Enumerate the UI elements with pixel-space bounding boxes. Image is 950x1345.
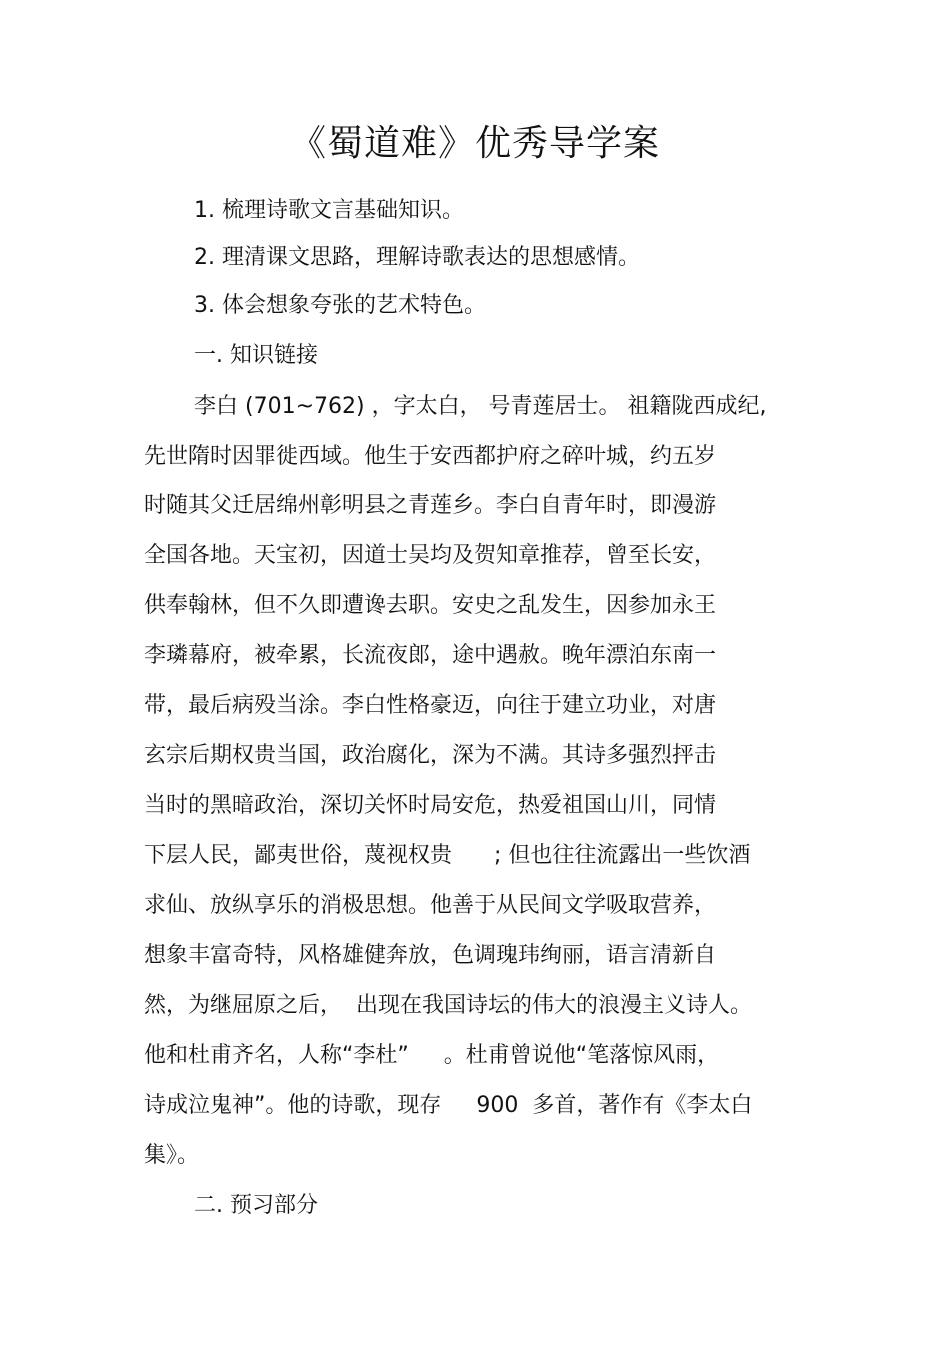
paragraph-line: 全国各地。天宝初，因道士吴均及贺知章推荐，曾至长安， — [144, 543, 717, 568]
section-heading-preview: 二. 预习部分 — [194, 1193, 318, 1218]
paragraph-line: 李璘幕府，被牵累，长流夜郎，途中遇赦。晚年漂泊东南一 — [144, 643, 717, 668]
paragraph-line: 时随其父迁居绵州彰明县之青莲乡。李白自青年时，即漫游 — [144, 493, 717, 518]
paragraph-line: 当时的黑暗政治，深切关怀时局安危，热爱祖国山川，同情 — [144, 793, 717, 818]
paragraph-line: 供奉翰林，但不久即遭谗去职。安史之乱发生，因参加永王 — [144, 593, 717, 618]
paragraph-line: 下层人民，鄙夷世俗，蔑视权贵 ; 但也往往流露出一些饮酒 — [144, 843, 751, 868]
paragraph-line: 李白 (701~762) ，字太白， 号青莲居士。 祖籍陇西成纪, — [194, 394, 767, 419]
paragraph-line: 求仙、放纵享乐的消极思想。他善于从民间文学吸取营养， — [144, 893, 717, 918]
paragraph-line: 带，最后病殁当涂。李白性格豪迈，向往于建立功业，对唐 — [144, 693, 717, 718]
page-title: 《蜀道难》优秀导学案 — [289, 123, 660, 164]
objective-3: 3. 体会想象夸张的艺术特色。 — [194, 293, 486, 318]
paragraph-line: 先世隋时因罪徙西域。他生于安西都护府之碎叶城，约五岁 — [144, 444, 717, 469]
paragraph-line: 集》。 — [144, 1143, 200, 1168]
section-heading-knowledge-link: 一. 知识链接 — [194, 343, 318, 368]
paragraph-line: 他和杜甫齐名，人称“李杜” 。杜甫曾说他“笔落惊风雨， — [144, 1043, 720, 1068]
objective-2: 2. 理清课文思路，理解诗歌表达的思想感情。 — [194, 245, 640, 270]
paragraph-line: 玄宗后期权贵当国，政治腐化，深为不满。其诗多强烈抨击 — [144, 743, 717, 768]
objective-1: 1. 梳理诗歌文言基础知识。 — [194, 198, 464, 223]
paragraph-line: 诗成泣鬼神”。他的诗歌，现存 900 多首，著作有《李太白 — [144, 1093, 753, 1118]
paragraph-line: 想象丰富奇特，风格雄健奔放，色调瑰玮绚丽，语言清新自 — [144, 943, 717, 968]
paragraph-line: 然，为继屈原之后， 出现在我国诗坛的伟大的浪漫主义诗人。 — [144, 993, 752, 1018]
